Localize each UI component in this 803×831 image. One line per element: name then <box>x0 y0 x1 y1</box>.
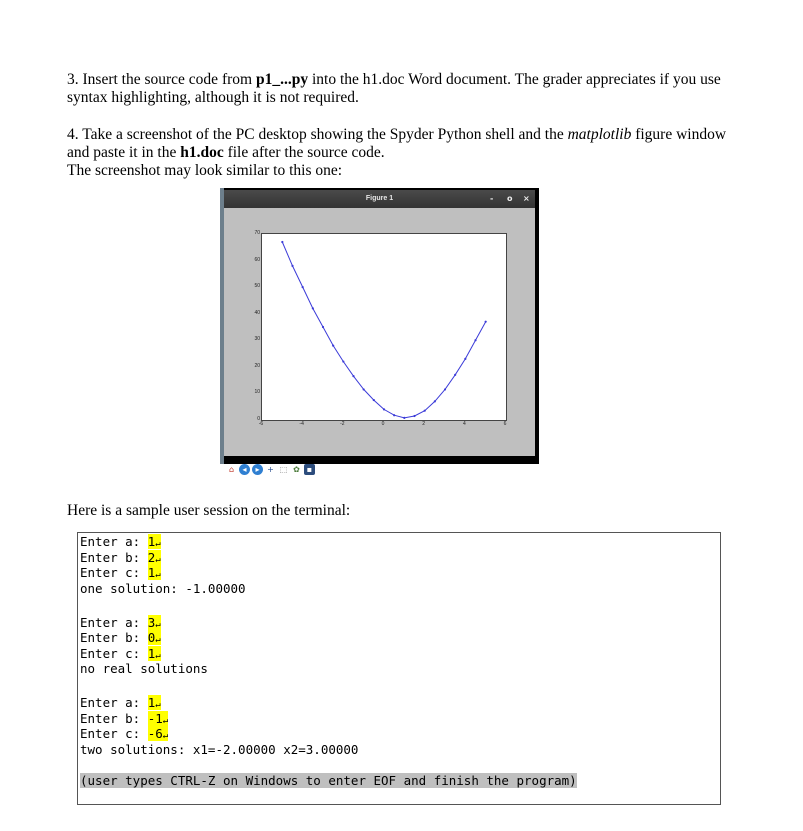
x-tick-label: 6 <box>503 421 507 427</box>
x-tick-label: -2 <box>340 421 345 427</box>
input-value: 3 <box>147 615 156 630</box>
input-value: 1 <box>147 695 156 710</box>
return-icon: ↵ <box>155 651 161 661</box>
y-tick-label: 60 <box>254 256 260 263</box>
figure-screenshot <box>220 188 539 474</box>
y-tick-label: 0 <box>257 416 260 422</box>
data-point <box>363 388 365 390</box>
data-point <box>383 408 385 410</box>
figure-titlebar <box>224 190 535 208</box>
terminal-line: Enter c: -6↵ <box>80 726 169 741</box>
return-icon: ↵ <box>162 731 169 741</box>
input-value: -6 <box>147 726 163 741</box>
data-point <box>485 321 487 323</box>
session-intro: Here is a sample user session on the terminal: <box>67 502 351 519</box>
result-line: two solutions: x1=-2.00000 x2=3.00000 <box>80 742 359 757</box>
series-line-0 <box>282 242 485 418</box>
input-value: 2 <box>147 550 156 565</box>
terminal-line: Enter b: -1↵ <box>80 711 169 726</box>
data-point <box>281 241 283 243</box>
y-tick-label: 30 <box>254 336 260 343</box>
return-icon: ↵ <box>155 700 161 710</box>
data-point <box>302 286 304 288</box>
minimize-icon[interactable]: - <box>490 194 494 203</box>
back-icon[interactable]: ◂ <box>239 464 250 475</box>
data-point <box>332 345 334 347</box>
data-point <box>352 375 354 377</box>
data-point <box>322 326 324 328</box>
close-icon[interactable]: × <box>523 194 530 203</box>
input-value: 1 <box>147 646 156 661</box>
data-point <box>413 415 415 417</box>
y-tick-label: 10 <box>254 389 260 396</box>
step-4-instruction: 4. Take a screenshot of the PC desktop showing the Spyder Python shell and the matplotlib figure window and paste it in the h1.doc file after the source code. The screenshot may look similar to this one: <box>67 126 737 180</box>
save-icon[interactable]: ▪ <box>304 464 315 475</box>
data-point <box>291 265 293 267</box>
screenshot-note: The screenshot may look similar to this one: <box>67 162 343 179</box>
forward-icon[interactable]: ▸ <box>252 464 263 475</box>
step-3-instruction: 3. Insert the source code from p1_...py into the h1.doc Word document. The grader appreciates if you use syntax highlighting, although it is not required. <box>67 71 721 106</box>
y-tick-label: 50 <box>254 283 260 290</box>
return-icon: ↵ <box>155 635 161 645</box>
terminal-line: Enter b: 0↵ <box>80 630 161 645</box>
return-icon: ↵ <box>155 539 161 549</box>
doc-filename: h1.doc <box>180 144 224 161</box>
x-tick-label: 0 <box>381 421 385 427</box>
figure-toolbar <box>226 462 315 476</box>
y-tick-label: 40 <box>254 309 260 316</box>
terminal-line: Enter a: 1↵ <box>80 534 161 549</box>
input-value: -1 <box>147 711 163 726</box>
return-icon: ↵ <box>155 555 161 565</box>
return-icon: ↵ <box>162 716 169 726</box>
y-tick-label: 70 <box>254 230 260 236</box>
x-tick-label: -4 <box>299 421 304 427</box>
terminal-line: Enter a: 3↵ <box>80 615 161 630</box>
x-tick-label: -6 <box>258 421 264 427</box>
terminal-session <box>77 532 721 805</box>
figure-canvas <box>224 208 535 474</box>
input-value: 1 <box>147 534 156 549</box>
result-line: no real solutions <box>80 661 208 676</box>
y-tick-label: 20 <box>254 362 260 369</box>
data-point <box>424 410 426 412</box>
data-point <box>393 414 395 416</box>
data-point <box>403 417 405 419</box>
maximize-icon[interactable]: o <box>507 194 513 203</box>
footer-note: (user types CTRL-Z on Windows to enter EOF and finish the program) <box>80 773 577 788</box>
plot-svg <box>262 234 506 420</box>
source-filename: p1_...py <box>255 71 309 88</box>
terminal-line: Enter c: 1↵ <box>80 565 161 580</box>
terminal-line: Enter b: 2↵ <box>80 550 161 565</box>
result-line: one solution: -1.00000 <box>80 581 246 596</box>
terminal-line: Enter a: 1↵ <box>80 695 161 710</box>
data-point <box>373 399 375 401</box>
configure-icon[interactable]: ✿ <box>293 464 300 474</box>
input-value: 0 <box>147 630 156 645</box>
data-point <box>342 360 344 362</box>
data-point <box>312 307 314 309</box>
data-point <box>454 374 456 376</box>
zoom-icon[interactable]: ⬚ <box>279 464 288 474</box>
data-point <box>444 388 446 390</box>
terminal-line: Enter c: 1↵ <box>80 646 161 661</box>
plot-area <box>261 233 507 421</box>
x-tick-label: 4 <box>462 421 466 427</box>
input-value: 1 <box>147 565 156 580</box>
figure-title: Figure 1 <box>365 195 394 202</box>
library-name: matplotlib <box>567 126 632 143</box>
data-point <box>434 400 436 402</box>
home-icon[interactable]: ⌂ <box>228 464 235 474</box>
pan-icon[interactable]: + <box>267 464 274 474</box>
data-point <box>464 358 466 360</box>
x-tick-label: 2 <box>422 421 426 427</box>
return-icon: ↵ <box>155 620 161 630</box>
return-icon: ↵ <box>155 570 161 580</box>
data-point <box>474 339 476 341</box>
